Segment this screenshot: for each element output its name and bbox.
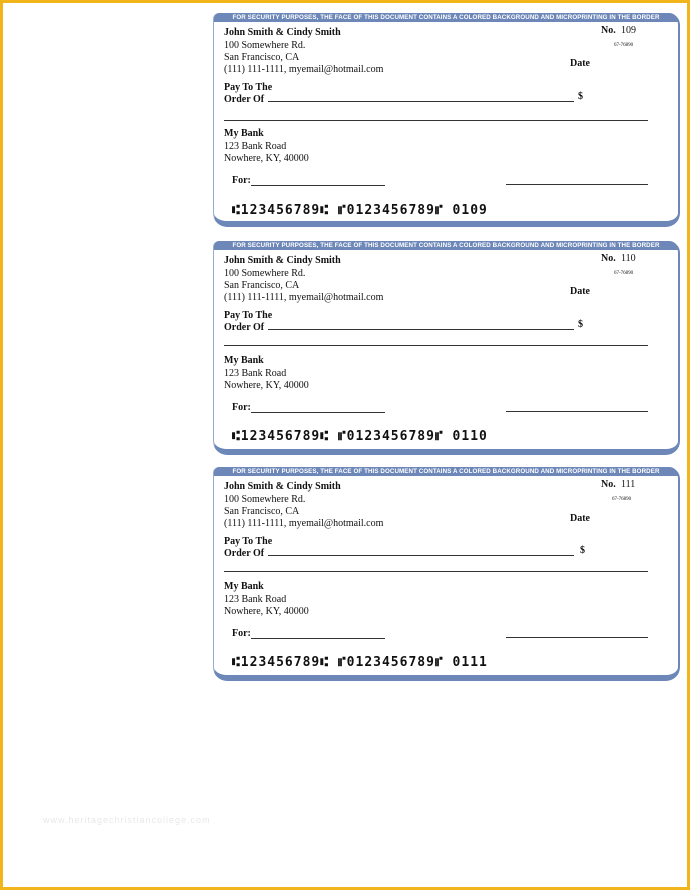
check-no-label: No. [601,25,616,36]
check-109 [213,13,680,227]
memo-line [251,638,385,639]
bank-address2: Nowhere, KY, 40000 [224,153,309,164]
memo-line [251,185,385,186]
pay-to-label: Pay To The [224,82,273,93]
check-number: 110 [621,253,636,264]
dollar-sign: $ [578,319,583,330]
bank-address1: 123 Bank Road [224,368,287,379]
address-line1: 100 Somewhere Rd. [224,268,306,279]
signature-line [506,637,648,638]
security-banner: FOR SECURITY PURPOSES, THE FACE OF THIS DOCUMENT CONTAINS A COLORED BACKGROUND AND MICROPRINTING IN THE BORDER [214,241,678,250]
check-no-label: No. [601,253,616,264]
phone-email: (111) 111-1111, myemail@hotmail.com [224,64,384,75]
owner-name: John Smith & Cindy Smith [224,255,341,266]
amount-words-line [224,120,648,121]
check-111 [213,467,680,681]
dollar-sign: $ [578,91,583,102]
order-of-label: Order Of [224,322,265,333]
address-line2: San Francisco, CA [224,280,300,291]
bank-name: My Bank [224,128,264,139]
payee-line [268,555,574,556]
bank-address1: 123 Bank Road [224,141,287,152]
security-banner: FOR SECURITY PURPOSES, THE FACE OF THIS DOCUMENT CONTAINS A COLORED BACKGROUND AND MICROPRINTING IN THE BORDER [214,13,678,22]
payee-line [268,329,574,330]
bank-name: My Bank [224,581,264,592]
check-no-label: No. [601,479,616,490]
phone-email: (111) 111-1111, myemail@hotmail.com [224,292,384,303]
amount-words-line [224,571,648,572]
address-line2: San Francisco, CA [224,52,300,63]
phone-email: (111) 111-1111, myemail@hotmail.com [224,518,384,529]
amount-words-line [224,345,648,346]
routing-fraction: 67-76890 [614,271,634,276]
bank-name: My Bank [224,355,264,366]
bank-address2: Nowhere, KY, 40000 [224,606,309,617]
date-label: Date [570,286,590,297]
bank-address2: Nowhere, KY, 40000 [224,380,309,391]
security-banner: FOR SECURITY PURPOSES, THE FACE OF THIS DOCUMENT CONTAINS A COLORED BACKGROUND AND MICROPRINTING IN THE BORDER [214,467,678,476]
signature-line [506,411,648,412]
date-label: Date [570,513,590,524]
memo-line [251,412,385,413]
payee-line [268,101,574,102]
micr-line: ⑆123456789⑆ ⑈0123456789⑈ 0111 [232,655,488,670]
order-of-label: Order Of [224,94,265,105]
dollar-sign: $ [580,545,585,556]
watermark-text: www.heritagechristiancollege.com [43,815,211,825]
date-label: Date [570,58,590,69]
routing-fraction: 67-76890 [612,497,632,502]
check-number: 109 [621,25,636,36]
routing-fraction: 67-76890 [614,43,634,48]
check-number: 111 [621,479,636,490]
owner-name: John Smith & Cindy Smith [224,27,341,38]
pay-to-label: Pay To The [224,536,273,547]
bank-address1: 123 Bank Road [224,594,287,605]
pay-to-label: Pay To The [224,310,273,321]
micr-line: ⑆123456789⑆ ⑈0123456789⑈ 0109 [232,203,488,218]
micr-line: ⑆123456789⑆ ⑈0123456789⑈ 0110 [232,429,488,444]
memo-label: For: [232,628,251,639]
check-110 [213,241,680,455]
order-of-label: Order Of [224,548,265,559]
memo-label: For: [232,175,251,186]
signature-line [506,184,648,185]
owner-name: John Smith & Cindy Smith [224,481,341,492]
address-line1: 100 Somewhere Rd. [224,494,306,505]
memo-label: For: [232,402,251,413]
address-line1: 100 Somewhere Rd. [224,40,306,51]
address-line2: San Francisco, CA [224,506,300,517]
